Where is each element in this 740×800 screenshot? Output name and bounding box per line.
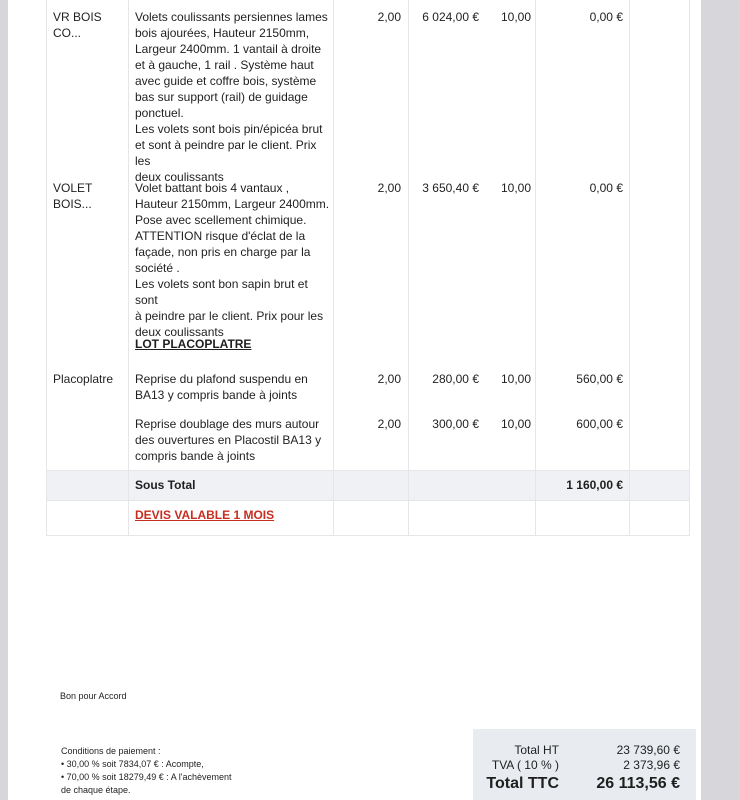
section-heading: LOT PLACOPLATRE — [135, 337, 252, 351]
total-ht-label: Total HT — [514, 743, 559, 757]
quote-table — [46, 0, 690, 536]
row-unit-price: 3 650,40 € — [422, 181, 479, 195]
payment-line: • 70,00 % soit 18279,49 € : A l'achèvement — [61, 772, 232, 782]
payment-line: • 30,00 % soit 7834,07 € : Acompte, — [61, 759, 204, 769]
row-total: 0,00 € — [589, 181, 623, 195]
total-ttc-label: Total TTC — [486, 775, 559, 792]
total-ttc-value: 26 113,56 € — [596, 775, 680, 792]
row-unit-price: 6 024,00 € — [422, 10, 479, 24]
column-divider — [333, 0, 334, 535]
payment-title: Conditions de paiement : — [61, 746, 161, 756]
column-divider — [535, 0, 536, 535]
row-reference: VR BOIS CO... — [53, 10, 102, 40]
row-description: Volets coulissants persiennes lames bois ajourées, Hauteur 2150mm, Largeur 2400mm. 1 vantail à droite et à gauche, 1 rail . Système haut avec guide et coffre bois, système bas sur support (rail) de guidage ponctuel. Les volets sont bois pin/épicéa brut et sont à peindre par le client. Prix les deux coulissants — [135, 10, 328, 184]
row-unit-price: 280,00 € — [432, 372, 479, 386]
row-description: Volet battant bois 4 vantaux , Hauteur 2150mm, Largeur 2400mm. Pose avec scellement chimique. ATTENTION risque d'éclat de la façade, non pris en charge par la société . Les volets sont bon sapin brut et sont à peindre par le client. Prix pour les deux coulissants — [135, 181, 330, 339]
payment-line: de chaque étape. — [61, 785, 131, 795]
row-vat-rate: 10,00 — [501, 372, 532, 386]
row-total: 560,00 € — [576, 372, 623, 386]
row-vat-rate: 10,00 — [501, 10, 532, 24]
row-quantity: 2,00 — [377, 10, 401, 24]
row-vat-rate: 10,00 — [501, 417, 532, 431]
quote-page — [8, 0, 701, 800]
subtotal-value: 1 160,00 € — [566, 478, 623, 492]
column-divider — [128, 0, 129, 535]
tva-value: 2 373,96 € — [623, 758, 680, 772]
row-description: Reprise du plafond suspendu en BA13 y compris bande à joints — [135, 372, 308, 402]
row-total: 0,00 € — [589, 10, 623, 24]
row-quantity: 2,00 — [377, 417, 401, 431]
row-total: 600,00 € — [576, 417, 623, 431]
subtotal-label: Sous Total — [135, 478, 196, 492]
row-description: Reprise doublage des murs autour des ouvertures en Placostil BA13 y compris bande à joints — [135, 417, 322, 463]
validity-note: DEVIS VALABLE 1 MOIS — [135, 508, 275, 522]
totals-box — [473, 729, 696, 800]
row-unit-price: 300,00 € — [432, 417, 479, 431]
row-quantity: 2,00 — [377, 181, 401, 195]
row-vat-rate: 10,00 — [501, 181, 532, 195]
row-reference: Placoplatre — [53, 372, 114, 386]
column-divider — [629, 0, 630, 535]
column-divider — [408, 0, 409, 535]
row-reference: VOLET BOIS... — [53, 181, 93, 211]
total-ht-value: 23 739,60 € — [616, 743, 680, 757]
approval-label: Bon pour Accord — [60, 691, 127, 701]
tva-label: TVA ( 10 % ) — [491, 758, 559, 772]
row-quantity: 2,00 — [377, 372, 401, 386]
